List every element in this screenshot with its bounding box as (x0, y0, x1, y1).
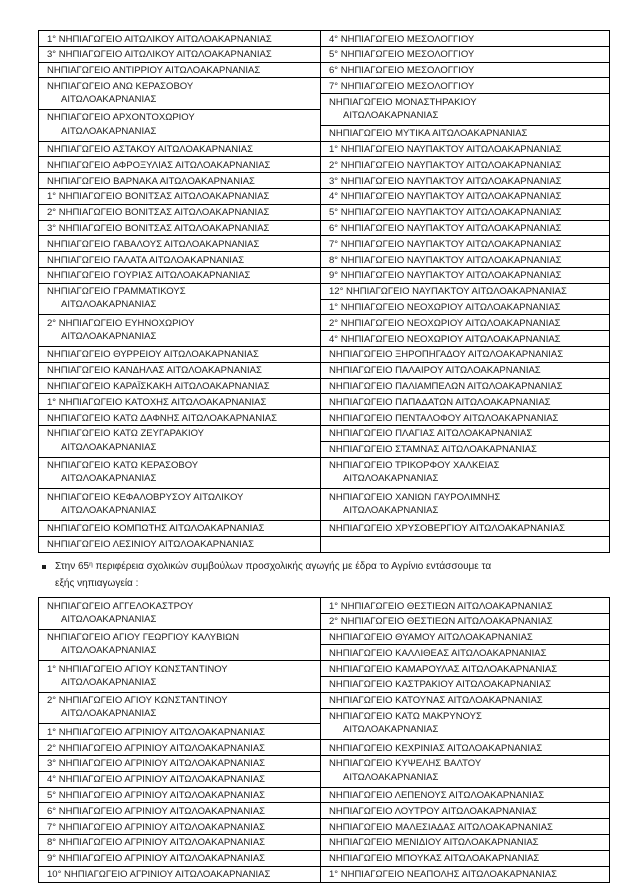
school-name: 6° ΝΗΠΙΑΓΩΓΕΙΟ ΑΓΡΙΝΙΟΥ ΑΙΤΩΛΟΑΚΑΡΝΑΝΙΑΣ (47, 805, 266, 817)
table-cell (321, 803, 609, 819)
table-cell (39, 630, 320, 662)
school-name-wrapped-line: ΑΙΤΩΛΟΑΚΑΡΝΑΝΙΑΣ (343, 109, 439, 121)
table-cell (39, 458, 320, 490)
school-name: 6° ΝΗΠΙΑΓΩΓΕΙΟ ΜΕΣΟΛΟΓΓΙΟΥ (329, 65, 475, 77)
table-cell (39, 537, 320, 553)
school-name: ΝΗΠΙΑΓΩΓΕΙΟ ΓΡΑΜΜΑΤΙΚΟΥΣ (47, 286, 186, 298)
table-cell (321, 788, 609, 804)
school-name-wrapped-line: ΑΙΤΩΛΟΑΚΑΡΝΑΝΙΑΣ (61, 94, 157, 106)
school-name: 3° ΝΗΠΙΑΓΩΓΕΙΟ ΑΓΡΙΝΙΟΥ ΑΙΤΩΛΟΑΚΑΡΝΑΝΙΑΣ (47, 758, 266, 770)
table-cell (39, 521, 320, 537)
school-name: 5° ΝΗΠΙΑΓΩΓΕΙΟ ΜΕΣΟΛΟΓΓΙΟΥ (329, 49, 475, 61)
table-cell (321, 410, 609, 426)
table-cell (39, 110, 320, 142)
table-cell (39, 205, 320, 221)
school-name: ΝΗΠΙΑΓΩΓΕΙΟ ΛΕΣΙΝΙΟΥ ΑΙΤΩΛΟΑΚΑΡΝΑΝΙΑΣ (47, 539, 254, 550)
table-cell (39, 31, 320, 47)
school-name: 7° ΝΗΠΙΑΓΩΓΕΙΟ ΜΕΣΟΛΟΓΓΙΟΥ (329, 80, 475, 92)
table-cell (39, 379, 320, 395)
school-name: 7° ΝΗΠΙΑΓΩΓΕΙΟ ΑΓΡΙΝΙΟΥ ΑΙΤΩΛΟΑΚΑΡΝΑΝΙΑΣ (47, 821, 266, 833)
table-cell (39, 740, 320, 756)
table-cell (321, 126, 609, 142)
school-name: 3° ΝΗΠΙΑΓΩΓΕΙΟ ΑΙΤΩΛΙΚΟΥ ΑΙΤΩΛΟΑΚΑΡΝΑΝΙΑΣ (47, 49, 272, 61)
school-name: ΝΗΠΙΑΓΩΓΕΙΟ ΚΑΜΑΡΟΥΛΑΣ ΑΙΤΩΛΟΑΚΑΡΝΑΝΙΑΣ (329, 663, 558, 675)
table-cell (39, 78, 320, 110)
school-name: ΝΗΠΙΑΓΩΓΕΙΟ ΒΑΡΝΑΚΑ ΑΙΤΩΛΟΑΚΑΡΝΑΝΙΑΣ (47, 175, 255, 187)
table-cell (321, 867, 609, 883)
table-cell (321, 645, 609, 661)
table-cell (321, 819, 609, 835)
table-cell (321, 835, 609, 851)
school-name: 2° ΝΗΠΙΑΓΩΓΕΙΟ ΕΥΗΝΟΧΩΡΙΟΥ (47, 317, 195, 329)
table-cell (321, 347, 609, 363)
table-cell (39, 489, 320, 521)
school-name: ΝΗΠΙΑΓΩΓΕΙΟ ΛΕΠΕΝΟΥΣ ΑΙΤΩΛΟΑΚΑΡΝΑΝΙΑΣ (329, 790, 545, 802)
school-name: ΝΗΠΙΑΓΩΓΕΙΟ ΑΣΤΑΚΟΥ ΑΙΤΩΛΟΑΚΑΡΝΑΝΙΑΣ (47, 144, 253, 156)
school-name: ΝΗΠΙΑΓΩΓΕΙΟ ΜΕΝΙΔΙΟΥ ΑΙΤΩΛΟΑΚΑΡΝΑΝΙΑΣ (329, 837, 539, 849)
school-name-wrapped-line: ΑΙΤΩΛΟΑΚΑΡΝΑΝΙΑΣ (61, 613, 157, 625)
table-cell (39, 394, 320, 410)
school-name: ΝΗΠΙΑΓΩΓΕΙΟ ΠΑΠΑΔΑΤΩΝ ΑΙΤΩΛΟΑΚΑΡΝΑΝΙΑΣ (329, 396, 551, 408)
table-cell (39, 63, 320, 79)
school-name-wrapped-line: ΑΙΤΩΛΟΑΚΑΡΝΑΝΙΑΣ (61, 331, 157, 343)
school-name: ΝΗΠΙΑΓΩΓΕΙΟ ΠΑΛΙΑΜΠΕΛΩΝ ΑΙΤΩΛΟΑΚΑΡΝΑΝΙΑΣ (329, 381, 563, 393)
school-name: ΝΗΠΙΑΓΩΓΕΙΟ ΚΑΛΛΙΘΕΑΣ ΑΙΤΩΛΟΑΚΑΡΝΑΝΙΑΣ (329, 647, 547, 659)
school-name: 4° ΝΗΠΙΑΓΩΓΕΙΟ ΑΓΡΙΝΙΟΥ ΑΙΤΩΛΟΑΚΑΡΝΑΝΙΑΣ (47, 774, 266, 786)
school-name: 1° ΝΗΠΙΑΓΩΓΕΙΟ ΝΕΟΧΩΡΙΟΥ ΑΙΤΩΛΟΑΚΑΡΝΑΝΙΑΣ (329, 302, 561, 314)
table-cell (321, 363, 609, 379)
note-text-line2: εξής νηπιαγωγεία : (55, 577, 139, 589)
school-name: 1° ΝΗΠΙΑΓΩΓΕΙΟ ΑΓΡΙΝΙΟΥ ΑΙΤΩΛΟΑΚΑΡΝΑΝΙΑΣ (47, 726, 266, 738)
school-name: 1° ΝΗΠΙΑΓΩΓΕΙΟ ΝΕΑΠΟΛΗΣ ΑΙΤΩΛΟΑΚΑΡΝΑΝΙΑΣ (329, 869, 557, 881)
school-name: 10° ΝΗΠΙΑΓΩΓΕΙΟ ΑΓΡΙΝΙΟΥ ΑΙΤΩΛΟΑΚΑΡΝΑΝΙΑΣ (47, 869, 271, 881)
school-name: ΝΗΠΙΑΓΩΓΕΙΟ ΣΤΑΜΝΑΣ ΑΙΤΩΛΟΑΚΑΡΝΑΝΙΑΣ (329, 444, 537, 456)
school-name: ΝΗΠΙΑΓΩΓΕΙΟ ΧΑΝΙΩΝ ΓΑΥΡΟΛΙΜΝΗΣ (329, 491, 501, 503)
table-cell (321, 268, 609, 284)
table-cell (321, 394, 609, 410)
school-name: ΝΗΠΙΑΓΩΓΕΙΟ ΚΑΣΤΡΑΚΙΟΥ ΑΙΤΩΛΟΑΚΑΡΝΑΝΙΑΣ (329, 679, 552, 691)
section-note (55, 559, 603, 591)
table-cell (321, 205, 609, 221)
school-name-wrapped-line: ΑΙΤΩΛΟΑΚΑΡΝΑΝΙΑΣ (343, 724, 439, 736)
table-cell (321, 458, 609, 490)
school-name: 5° ΝΗΠΙΑΓΩΓΕΙΟ ΝΑΥΠΑΚΤΟΥ ΑΙΤΩΛΟΑΚΑΡΝΑΝΙΑΣ (329, 207, 562, 219)
table-cell (321, 173, 609, 189)
school-name: 1° ΝΗΠΙΑΓΩΓΕΙΟ ΝΑΥΠΑΚΤΟΥ ΑΙΤΩΛΟΑΚΑΡΝΑΝΙΑΣ (329, 144, 562, 156)
table-cell (39, 772, 320, 788)
school-name: 4° ΝΗΠΙΑΓΩΓΕΙΟ ΜΕΣΟΛΟΓΓΙΟΥ (329, 33, 475, 45)
school-name: ΝΗΠΙΑΓΩΓΕΙΟ ΚΑΤΩ ΔΑΦΝΗΣ ΑΙΤΩΛΟΑΚΑΡΝΑΝΙΑΣ (47, 412, 277, 424)
table-cell (321, 426, 609, 442)
school-name: 2° ΝΗΠΙΑΓΩΓΕΙΟ ΝΑΥΠΑΚΤΟΥ ΑΙΤΩΛΟΑΚΑΡΝΑΝΙΑΣ (329, 159, 562, 171)
empty-table-cell (321, 537, 609, 553)
table-cell (39, 693, 320, 725)
school-name: 1° ΝΗΠΙΑΓΩΓΕΙΟ ΘΕΣΤΙΕΩΝ ΑΙΤΩΛΟΑΚΑΡΝΑΝΙΑΣ (329, 600, 553, 612)
school-name: ΝΗΠΙΑΓΩΓΕΙΟ ΠΑΛΑΙΡΟΥ ΑΙΤΩΛΟΑΚΑΡΝΑΝΙΑΣ (329, 365, 541, 377)
school-name: ΝΗΠΙΑΓΩΓΕΙΟ ΤΡΙΚΟΡΦΟΥ ΧΑΛΚΕΙΑΣ (329, 460, 500, 472)
table-cell (321, 300, 609, 316)
school-name: ΝΗΠΙΑΓΩΓΕΙΟ ΚΕΦΑΛΟΒΡΥΣΟΥ ΑΙΤΩΛΙΚΟΥ (47, 491, 244, 503)
table-cell (321, 677, 609, 693)
table-cell (321, 221, 609, 237)
school-name: ΝΗΠΙΑΓΩΓΕΙΟ ΚΑΤΩ ΖΕΥΓΑΡΑΚΙΟΥ (47, 428, 205, 440)
table-cell (321, 189, 609, 205)
table-cell (39, 347, 320, 363)
school-name: 4° ΝΗΠΙΑΓΩΓΕΙΟ ΝΑΥΠΑΚΤΟΥ ΑΙΤΩΛΟΑΚΑΡΝΑΝΙΑΣ (329, 191, 562, 203)
school-name: ΝΗΠΙΑΓΩΓΕΙΟ ΚΑΡΑΪΣΚΑΚΗ ΑΙΤΩΛΟΑΚΑΡΝΑΝΙΑΣ (47, 381, 270, 393)
school-name: ΝΗΠΙΑΓΩΓΕΙΟ ΧΡΥΣΟΒΕΡΓΙΟΥ ΑΙΤΩΛΟΑΚΑΡΝΑΝΙΑΣ (329, 523, 565, 535)
school-name: 2° ΝΗΠΙΑΓΩΓΕΙΟ ΝΕΟΧΩΡΙΟΥ ΑΙΤΩΛΟΑΚΑΡΝΑΝΙΑΣ (329, 317, 561, 329)
bullet-square-icon (42, 565, 46, 569)
school-name-wrapped-line: ΑΙΤΩΛΟΑΚΑΡΝΑΝΙΑΣ (61, 676, 157, 688)
table-cell (39, 819, 320, 835)
school-name: ΝΗΠΙΑΓΩΓΕΙΟ ΚΕΧΡΙΝΙΑΣ ΑΙΤΩΛΟΑΚΑΡΝΑΝΙΑΣ (329, 742, 543, 754)
school-name-wrapped-line: ΑΙΤΩΛΟΑΚΑΡΝΑΝΙΑΣ (61, 708, 157, 720)
school-name: 2° ΝΗΠΙΑΓΩΓΕΙΟ ΒΟΝΙΤΣΑΣ ΑΙΤΩΛΟΑΚΑΡΝΑΝΙΑΣ (47, 207, 270, 219)
school-name: ΝΗΠΙΑΓΩΓΕΙΟ ΞΗΡΟΠΗΓΑΔΟΥ ΑΙΤΩΛΟΑΚΑΡΝΑΝΙΑΣ (329, 349, 564, 361)
table-cell (39, 756, 320, 772)
table-1-left-column (39, 31, 321, 552)
table-cell (321, 236, 609, 252)
school-name: 1° ΝΗΠΙΑΓΩΓΕΙΟ ΑΓΙΟΥ ΚΩΝΣΤΑΝΤΙΝΟΥ (47, 663, 228, 675)
school-name: ΝΗΠΙΑΓΩΓΕΙΟ ΜΑΛΕΣΙΑΔΑΣ ΑΙΤΩΛΟΑΚΑΡΝΑΝΙΑΣ (329, 821, 553, 833)
table-cell (321, 252, 609, 268)
school-name: 1° ΝΗΠΙΑΓΩΓΕΙΟ ΑΙΤΩΛΙΚΟΥ ΑΙΤΩΛΟΑΚΑΡΝΑΝΙΑΣ (47, 33, 272, 45)
table-cell (321, 442, 609, 458)
table-cell (321, 598, 609, 614)
school-name: ΝΗΠΙΑΓΩΓΕΙΟ ΑΡΧΟΝΤΟΧΩΡΙΟΥ (47, 112, 195, 124)
school-name: 2° ΝΗΠΙΑΓΩΓΕΙΟ ΑΓΙΟΥ ΚΩΝΣΤΑΝΤΙΝΟΥ (47, 695, 228, 707)
table-cell (39, 724, 320, 740)
table-cell (39, 284, 320, 316)
table-cell (321, 331, 609, 347)
school-name: ΝΗΠΙΑΓΩΓΕΙΟ ΜΟΝΑΣΤΗΡΑΚΙΟΥ (329, 96, 477, 108)
table-cell (39, 315, 320, 347)
school-name: ΝΗΠΙΑΓΩΓΕΙΟ ΓΑΒΑΛΟΥΣ ΑΙΤΩΛΟΑΚΑΡΝΑΝΙΑΣ (47, 238, 260, 250)
school-name: 2° ΝΗΠΙΑΓΩΓΕΙΟ ΑΓΡΙΝΙΟΥ ΑΙΤΩΛΟΑΚΑΡΝΑΝΙΑΣ (47, 742, 266, 754)
school-name: 6° ΝΗΠΙΑΓΩΓΕΙΟ ΝΑΥΠΑΚΤΟΥ ΑΙΤΩΛΟΑΚΑΡΝΑΝΙΑΣ (329, 223, 562, 235)
school-name: ΝΗΠΙΑΓΩΓΕΙΟ ΚΑΝΔΗΛΑΣ ΑΙΤΩΛΟΑΚΑΡΝΑΝΙΑΣ (47, 365, 262, 377)
table-cell (39, 268, 320, 284)
school-name: ΝΗΠΙΑΓΩΓΕΙΟ ΚΥΨΕΛΗΣ ΒΑΛΤΟΥ (329, 758, 482, 770)
school-name: ΝΗΠΙΑΓΩΓΕΙΟ ΚΑΤΟΥΝΑΣ ΑΙΤΩΛΟΑΚΑΡΝΑΝΙΑΣ (329, 695, 543, 707)
table-cell (321, 31, 609, 47)
table-cell (321, 693, 609, 709)
school-name: 5° ΝΗΠΙΑΓΩΓΕΙΟ ΑΓΡΙΝΙΟΥ ΑΙΤΩΛΟΑΚΑΡΝΑΝΙΑΣ (47, 790, 266, 802)
table-cell (39, 47, 320, 63)
table-2-right-column (321, 598, 609, 882)
school-name-wrapped-line: ΑΙΤΩΛΟΑΚΑΡΝΑΝΙΑΣ (61, 473, 157, 485)
table-cell (321, 47, 609, 63)
school-name: ΝΗΠΙΑΓΩΓΕΙΟ ΜΥΤΙΚΑ ΑΙΤΩΛΟΑΚΑΡΝΑΝΙΑΣ (329, 128, 528, 140)
school-name: 8° ΝΗΠΙΑΓΩΓΕΙΟ ΑΓΡΙΝΙΟΥ ΑΙΤΩΛΟΑΚΑΡΝΑΝΙΑΣ (47, 837, 266, 849)
school-name: 3° ΝΗΠΙΑΓΩΓΕΙΟ ΝΑΥΠΑΚΤΟΥ ΑΙΤΩΛΟΑΚΑΡΝΑΝΙΑΣ (329, 175, 562, 187)
table-cell (39, 157, 320, 173)
school-name: ΝΗΠΙΑΓΩΓΕΙΟ ΜΠΟΥΚΑΣ ΑΙΤΩΛΟΑΚΑΡΝΑΝΙΑΣ (329, 853, 540, 865)
note-text-part2: περιφέρεια σχολικών συμβούλων προσχολικής αγωγής με έδρα το Αγρίνιο εντάσσουμε τα (92, 561, 492, 572)
table-cell (321, 94, 609, 126)
note-ordinal-superscript: η (89, 560, 93, 568)
table-cell (321, 489, 609, 521)
table-cell (321, 142, 609, 158)
school-name: 9° ΝΗΠΙΑΓΩΓΕΙΟ ΑΓΡΙΝΙΟΥ ΑΙΤΩΛΟΑΚΑΡΝΑΝΙΑΣ (47, 853, 266, 865)
table-cell (39, 252, 320, 268)
school-name: 7° ΝΗΠΙΑΓΩΓΕΙΟ ΝΑΥΠΑΚΤΟΥ ΑΙΤΩΛΟΑΚΑΡΝΑΝΙΑΣ (329, 238, 562, 250)
table-cell (321, 78, 609, 94)
table-cell (39, 142, 320, 158)
school-name: 12° ΝΗΠΙΑΓΩΓΕΙΟ ΝΑΥΠΑΚΤΟΥ ΑΙΤΩΛΟΑΚΑΡΝΑΝΙΑΣ (329, 286, 567, 298)
school-name: ΝΗΠΙΑΓΩΓΕΙΟ ΑΓΙΟΥ ΓΕΩΡΓΙΟΥ ΚΑΛΥΒΙΩΝ (47, 632, 240, 644)
school-name: ΝΗΠΙΑΓΩΓΕΙΟ ΓΑΛΑΤΑ ΑΙΤΩΛΟΑΚΑΡΝΑΝΙΑΣ (47, 254, 245, 266)
school-name: ΝΗΠΙΑΓΩΓΕΙΟ ΑΝΤΙΡΡΙΟΥ ΑΙΤΩΛΟΑΚΑΡΝΑΝΙΑΣ (47, 65, 261, 77)
school-name: ΝΗΠΙΑΓΩΓΕΙΟ ΠΕΝΤΑΛΟΦΟΥ ΑΙΤΩΛΟΑΚΑΡΝΑΝΙΑΣ (329, 412, 559, 424)
table-cell (321, 709, 609, 741)
school-name: ΝΗΠΙΑΓΩΓΕΙΟ ΓΟΥΡΙΑΣ ΑΙΤΩΛΟΑΚΑΡΝΑΝΙΑΣ (47, 270, 251, 282)
school-name-wrapped-line: ΑΙΤΩΛΟΑΚΑΡΝΑΝΙΑΣ (343, 504, 439, 516)
table-cell (39, 598, 320, 630)
school-name: 3° ΝΗΠΙΑΓΩΓΕΙΟ ΒΟΝΙΤΣΑΣ ΑΙΤΩΛΟΑΚΑΡΝΑΝΙΑΣ (47, 223, 270, 235)
table-1-right-column (321, 31, 609, 552)
school-name: 9° ΝΗΠΙΑΓΩΓΕΙΟ ΝΑΥΠΑΚΤΟΥ ΑΙΤΩΛΟΑΚΑΡΝΑΝΙΑΣ (329, 270, 562, 282)
school-name-wrapped-line: ΑΙΤΩΛΟΑΚΑΡΝΑΝΙΑΣ (61, 645, 157, 657)
school-name: ΝΗΠΙΑΓΩΓΕΙΟ ΛΟΥΤΡΟΥ ΑΙΤΩΛΟΑΚΑΡΝΑΝΙΑΣ (329, 805, 537, 817)
school-name: 1° ΝΗΠΙΑΓΩΓΕΙΟ ΚΑΤΟΧΗΣ ΑΙΤΩΛΟΑΚΑΡΝΑΝΙΑΣ (47, 396, 267, 408)
table-cell (321, 63, 609, 79)
school-name-wrapped-line: ΑΙΤΩΛΟΑΚΑΡΝΑΝΙΑΣ (343, 473, 439, 485)
table-cell (321, 614, 609, 630)
table-cell (39, 835, 320, 851)
table-cell (39, 189, 320, 205)
table-cell (321, 157, 609, 173)
table-cell (321, 740, 609, 756)
school-name: 2° ΝΗΠΙΑΓΩΓΕΙΟ ΘΕΣΤΙΕΩΝ ΑΙΤΩΛΟΑΚΑΡΝΑΝΙΑΣ (329, 616, 553, 628)
school-name: ΝΗΠΙΑΓΩΓΕΙΟ ΑΝΩ ΚΕΡΑΣΟΒΟΥ (47, 80, 194, 92)
school-name-wrapped-line: ΑΙΤΩΛΟΑΚΑΡΝΑΝΙΑΣ (343, 771, 439, 783)
table-cell (39, 851, 320, 867)
table-cell (39, 221, 320, 237)
table-cell (39, 867, 320, 883)
table-cell (39, 788, 320, 804)
school-name-wrapped-line: ΑΙΤΩΛΟΑΚΑΡΝΑΝΙΑΣ (61, 299, 157, 311)
table-cell (39, 363, 320, 379)
table-cell (39, 410, 320, 426)
table-2-left-column (39, 598, 321, 882)
table-cell (321, 661, 609, 677)
table-cell (39, 173, 320, 189)
school-name: 4° ΝΗΠΙΑΓΩΓΕΙΟ ΝΕΟΧΩΡΙΟΥ ΑΙΤΩΛΟΑΚΑΡΝΑΝΙΑΣ (329, 333, 561, 345)
table-cell (321, 521, 609, 537)
school-name: 8° ΝΗΠΙΑΓΩΓΕΙΟ ΝΑΥΠΑΚΤΟΥ ΑΙΤΩΛΟΑΚΑΡΝΑΝΙΑΣ (329, 254, 562, 266)
school-name-wrapped-line: ΑΙΤΩΛΟΑΚΑΡΝΑΝΙΑΣ (61, 441, 157, 453)
kindergarten-table-2 (38, 597, 610, 883)
school-name: ΝΗΠΙΑΓΩΓΕΙΟ ΑΦΡΟΞΥΛΙΑΣ ΑΙΤΩΛΟΑΚΑΡΝΑΝΙΑΣ (47, 159, 271, 171)
school-name-wrapped-line: ΑΙΤΩΛΟΑΚΑΡΝΑΝΙΑΣ (61, 504, 157, 516)
school-name-wrapped-line: ΑΙΤΩΛΟΑΚΑΡΝΑΝΙΑΣ (61, 125, 157, 137)
kindergarten-table-1 (38, 30, 610, 553)
table-cell (39, 236, 320, 252)
school-name: ΝΗΠΙΑΓΩΓΕΙΟ ΚΟΜΠΩΤΗΣ ΑΙΤΩΛΟΑΚΑΡΝΑΝΙΑΣ (47, 523, 265, 535)
school-name: ΝΗΠΙΑΓΩΓΕΙΟ ΘΥΑΜΟΥ ΑΙΤΩΛΟΑΚΑΡΝΑΝΙΑΣ (329, 632, 533, 644)
table-cell (321, 756, 609, 788)
table-cell (39, 426, 320, 458)
school-name: ΝΗΠΙΑΓΩΓΕΙΟ ΚΑΤΩ ΜΑΚΡΥΝΟΥΣ (329, 711, 482, 723)
table-cell (321, 851, 609, 867)
table-cell (39, 661, 320, 693)
school-name: ΝΗΠΙΑΓΩΓΕΙΟ ΑΓΓΕΛΟΚΑΣΤΡΟΥ (47, 600, 194, 612)
table-cell (39, 803, 320, 819)
school-name: ΝΗΠΙΑΓΩΓΕΙΟ ΠΛΑΓΙΑΣ ΑΙΤΩΛΟΑΚΑΡΝΑΝΙΑΣ (329, 428, 533, 440)
note-text-part1: Στην 65 (55, 561, 90, 572)
school-name: ΝΗΠΙΑΓΩΓΕΙΟ ΚΑΤΩ ΚΕΡΑΣΟΒΟΥ (47, 460, 199, 472)
table-cell (321, 315, 609, 331)
table-cell (321, 630, 609, 646)
table-cell (321, 379, 609, 395)
school-name: ΝΗΠΙΑΓΩΓΕΙΟ ΘΥΡΡΕΙΟΥ ΑΙΤΩΛΟΑΚΑΡΝΑΝΙΑΣ (47, 349, 259, 361)
table-cell (321, 284, 609, 300)
school-name: 1° ΝΗΠΙΑΓΩΓΕΙΟ ΒΟΝΙΤΣΑΣ ΑΙΤΩΛΟΑΚΑΡΝΑΝΙΑΣ (47, 191, 270, 203)
